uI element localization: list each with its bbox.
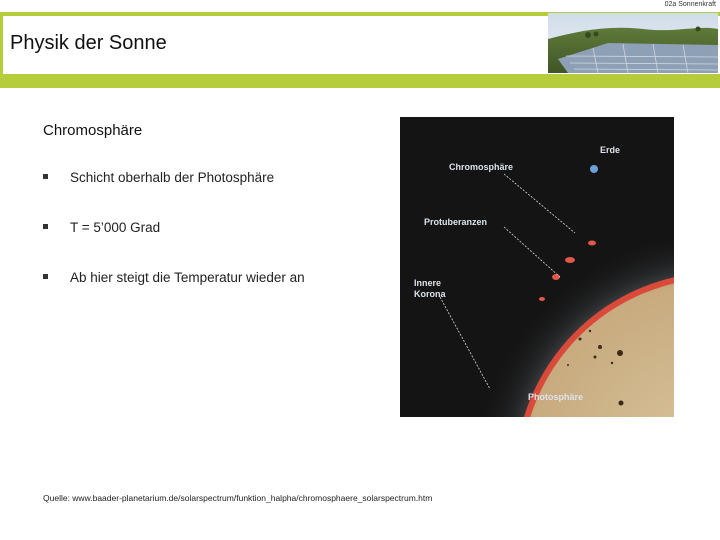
bullet-square-icon — [43, 174, 48, 179]
earth-icon — [590, 165, 598, 173]
section-heading: Chromosphäre — [43, 122, 143, 139]
sun-diagram — [400, 117, 674, 417]
solar-panels-photo — [548, 13, 718, 73]
header-label: 02a Sonnenkraft — [664, 1, 716, 8]
bullet-square-icon — [43, 274, 48, 279]
title-accent — [0, 16, 3, 74]
bullet-text: T = 5’000 Grad — [70, 220, 161, 235]
bullet-square-icon — [43, 224, 48, 229]
page-title: Physik der Sonne — [10, 32, 167, 54]
label-photosphaere: Photosphäre — [528, 392, 584, 402]
label-chromosphaere: Chromosphäre — [449, 162, 514, 172]
label-protuberanzen: Protuberanzen — [424, 217, 488, 227]
bullet-text: Schicht oberhalb der Photosphäre — [70, 170, 275, 185]
label-korona: Korona — [414, 289, 446, 299]
label-erde: Erde — [600, 145, 621, 155]
bullet-text: Ab hier steigt die Temperatur wieder an — [70, 270, 305, 285]
header-accent-bar-bottom — [0, 74, 720, 88]
label-innere: Innere — [414, 278, 442, 288]
source-citation: Quelle: www.baader-planetarium.de/solarspectrum/funktion_halpha/chromosphaere_solarspectrum.htm — [43, 493, 433, 503]
